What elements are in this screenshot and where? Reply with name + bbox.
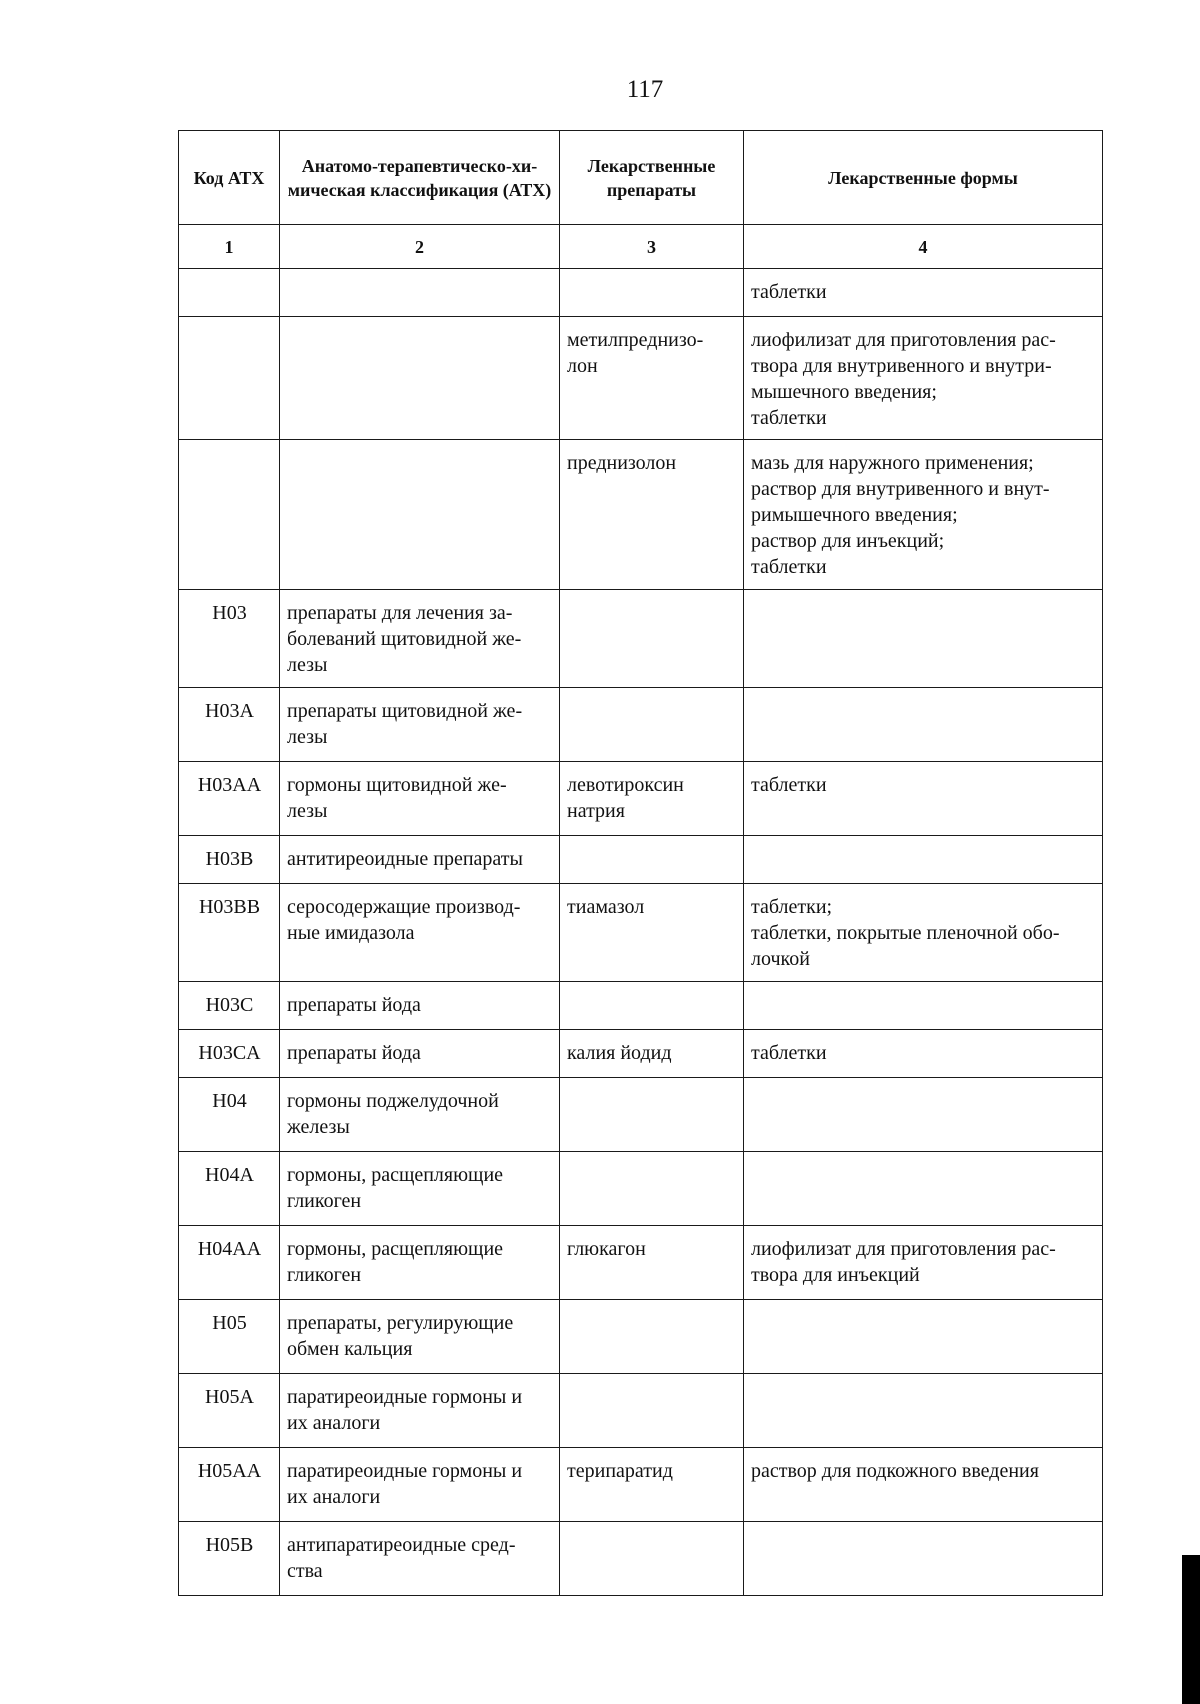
column-number: 2 xyxy=(280,225,560,269)
cell-text-line: лон xyxy=(567,355,598,377)
atx-code-cell: H03CA xyxy=(179,1030,280,1078)
classification-cell xyxy=(280,1448,560,1522)
atx-code-cell: H04A xyxy=(179,1152,280,1226)
drug-cell xyxy=(560,317,744,440)
table-row xyxy=(179,836,1103,884)
cell-text-line: препараты щитовидной же- xyxy=(287,700,523,722)
classification-cell xyxy=(280,836,560,884)
classification-cell xyxy=(280,440,560,590)
cell-text-line: гликоген xyxy=(287,1190,362,1212)
cell-text-line: их аналоги xyxy=(287,1486,381,1508)
cell-text-line: гликоген xyxy=(287,1264,362,1286)
cell-text-line: натрия xyxy=(567,800,625,822)
dosage-forms-cell xyxy=(744,1300,1103,1374)
atx-code-cell: H05 xyxy=(179,1300,280,1374)
atx-code-cell: H03BB xyxy=(179,884,280,982)
cell-text-line: препараты йода xyxy=(287,994,421,1016)
dosage-forms-cell xyxy=(744,440,1103,590)
classification-cell xyxy=(280,1374,560,1448)
cell-text-line: гормоны поджелудочной xyxy=(287,1090,499,1112)
header-row xyxy=(179,131,1103,225)
table-row xyxy=(179,1030,1103,1078)
cell-text-line: таблетки xyxy=(751,1042,827,1064)
table-row xyxy=(179,1078,1103,1152)
atx-code-cell: H05A xyxy=(179,1374,280,1448)
drug-cell xyxy=(560,269,744,317)
classification-cell xyxy=(280,1152,560,1226)
atx-code-cell xyxy=(179,317,280,440)
column-number: 4 xyxy=(744,225,1103,269)
cell-text-line: левотироксин xyxy=(567,774,684,796)
cell-text-line: обмен кальция xyxy=(287,1338,413,1360)
dosage-forms-cell xyxy=(744,836,1103,884)
cell-text-line: таблетки xyxy=(751,774,827,796)
table-body xyxy=(179,269,1103,1596)
dosage-forms-cell xyxy=(744,269,1103,317)
header-code: Код АТХ xyxy=(179,131,280,225)
cell-text-line: лиофилизат для приготовления рас- xyxy=(751,329,1056,351)
cell-text-line: антитиреоидные препараты xyxy=(287,848,523,870)
cell-text-line: лезы xyxy=(287,654,328,676)
scan-edge-mark xyxy=(1182,1555,1200,1704)
cell-text-line: железы xyxy=(287,1116,350,1138)
cell-text-line: таблетки xyxy=(751,407,827,429)
dosage-forms-cell xyxy=(744,688,1103,762)
table-row xyxy=(179,269,1103,317)
cell-text-line: гормоны, расщепляющие xyxy=(287,1164,504,1186)
cell-text-line: тиамазол xyxy=(567,896,645,918)
drug-cell xyxy=(560,884,744,982)
classification-cell xyxy=(280,269,560,317)
atx-code-cell: H05B xyxy=(179,1522,280,1596)
atx-code-cell xyxy=(179,440,280,590)
drug-cell xyxy=(560,1522,744,1596)
classification-cell xyxy=(280,590,560,688)
drug-cell xyxy=(560,1448,744,1522)
atx-code-cell: H03B xyxy=(179,836,280,884)
column-number: 1 xyxy=(179,225,280,269)
cell-text-line: преднизолон xyxy=(567,452,677,474)
dosage-forms-cell xyxy=(744,317,1103,440)
cell-text-line: препараты йода xyxy=(287,1042,421,1064)
dosage-forms-cell xyxy=(744,762,1103,836)
cell-text-line: твора для внутривенного и внутри- xyxy=(751,355,1052,377)
classification-cell xyxy=(280,688,560,762)
cell-text-line: метилпреднизо- xyxy=(567,329,704,351)
dosage-forms-cell xyxy=(744,590,1103,688)
cell-text-line: ные имидазола xyxy=(287,922,415,944)
cell-text-line: раствор для подкожного введения xyxy=(751,1460,1039,1482)
cell-text-line: препараты, регулирующие xyxy=(287,1312,514,1334)
cell-text-line: их аналоги xyxy=(287,1412,381,1434)
atx-code-cell: H03AA xyxy=(179,762,280,836)
cell-text-line: лезы xyxy=(287,726,328,748)
dosage-forms-cell xyxy=(744,1078,1103,1152)
classification-cell xyxy=(280,1300,560,1374)
drug-cell xyxy=(560,440,744,590)
classification-cell xyxy=(280,1030,560,1078)
cell-text-line: лочкой xyxy=(751,948,810,970)
drug-cell xyxy=(560,836,744,884)
cell-text-line: антипаратиреоидные сред- xyxy=(287,1534,516,1556)
column-number-row xyxy=(179,225,1103,269)
header-classification: Анатомо-терапевтическо-хи-мическая классификация (АТХ) xyxy=(280,131,560,225)
table-row xyxy=(179,590,1103,688)
cell-text-line: таблетки xyxy=(751,281,827,303)
cell-text-line: терипаратид xyxy=(567,1460,673,1482)
cell-text-line: глюкагон xyxy=(567,1238,646,1260)
cell-text-line: римышечного введения; xyxy=(751,504,958,526)
table-row xyxy=(179,1448,1103,1522)
cell-text-line: твора для инъекций xyxy=(751,1264,920,1286)
classification-cell xyxy=(280,982,560,1030)
cell-text-line: мышечного введения; xyxy=(751,381,937,403)
cell-text-line: мазь для наружного применения; xyxy=(751,452,1034,474)
table-row xyxy=(179,1152,1103,1226)
cell-text-line: раствор для внутривенного и внут- xyxy=(751,478,1050,500)
drug-cell xyxy=(560,1300,744,1374)
drug-cell xyxy=(560,590,744,688)
cell-text-line: таблетки; xyxy=(751,896,833,918)
column-number: 3 xyxy=(560,225,744,269)
cell-text-line: болеваний щитовидной же- xyxy=(287,628,522,650)
dosage-forms-cell xyxy=(744,1226,1103,1300)
cell-text-line: раствор для инъекций; xyxy=(751,530,945,552)
cell-text-line: гормоны, расщепляющие xyxy=(287,1238,504,1260)
drug-cell xyxy=(560,1030,744,1078)
classification-cell xyxy=(280,1078,560,1152)
drug-cell xyxy=(560,982,744,1030)
cell-text-line: гормоны щитовидной же- xyxy=(287,774,507,796)
dosage-forms-cell xyxy=(744,982,1103,1030)
table-row xyxy=(179,440,1103,590)
classification-cell xyxy=(280,317,560,440)
atx-table xyxy=(178,130,1103,1596)
atx-code-cell: H04 xyxy=(179,1078,280,1152)
cell-text-line: ства xyxy=(287,1560,323,1582)
classification-cell xyxy=(280,1522,560,1596)
atx-code-cell: H03C xyxy=(179,982,280,1030)
cell-text-line: лиофилизат для приготовления рас- xyxy=(751,1238,1056,1260)
header-forms: Лекарственные формы xyxy=(744,131,1103,225)
table-row xyxy=(179,1374,1103,1448)
table-row xyxy=(179,762,1103,836)
drug-cell xyxy=(560,1226,744,1300)
cell-text-line: паратиреоидные гормоны и xyxy=(287,1386,523,1408)
atx-code-cell xyxy=(179,269,280,317)
cell-text-line: таблетки xyxy=(751,556,827,578)
atx-code-cell: H05AA xyxy=(179,1448,280,1522)
classification-cell xyxy=(280,884,560,982)
drug-cell xyxy=(560,1374,744,1448)
cell-text-line: таблетки, покрытые пленочной обо- xyxy=(751,922,1060,944)
cell-text-line: лезы xyxy=(287,800,328,822)
table-row xyxy=(179,982,1103,1030)
dosage-forms-cell xyxy=(744,1152,1103,1226)
drug-cell xyxy=(560,688,744,762)
table-row xyxy=(179,1226,1103,1300)
table-row xyxy=(179,688,1103,762)
classification-cell xyxy=(280,1226,560,1300)
dosage-forms-cell xyxy=(744,1448,1103,1522)
classification-cell xyxy=(280,762,560,836)
table-row xyxy=(179,317,1103,440)
dosage-forms-cell xyxy=(744,1374,1103,1448)
drug-cell xyxy=(560,762,744,836)
drug-cell xyxy=(560,1078,744,1152)
table-row xyxy=(179,884,1103,982)
dosage-forms-cell xyxy=(744,1522,1103,1596)
table-row xyxy=(179,1522,1103,1596)
dosage-forms-cell xyxy=(744,1030,1103,1078)
table-row xyxy=(179,1300,1103,1374)
cell-text-line: паратиреоидные гормоны и xyxy=(287,1460,523,1482)
dosage-forms-cell xyxy=(744,884,1103,982)
atx-code-cell: H04AA xyxy=(179,1226,280,1300)
atx-code-cell: H03 xyxy=(179,590,280,688)
cell-text-line: препараты для лечения за- xyxy=(287,602,513,624)
cell-text-line: калия йодид xyxy=(567,1042,672,1064)
cell-text-line: серосодержащие производ- xyxy=(287,896,521,918)
atx-code-cell: H03A xyxy=(179,688,280,762)
drug-cell xyxy=(560,1152,744,1226)
header-drugs: Лекарственные препараты xyxy=(560,131,744,225)
page-number: 117 xyxy=(626,76,664,103)
